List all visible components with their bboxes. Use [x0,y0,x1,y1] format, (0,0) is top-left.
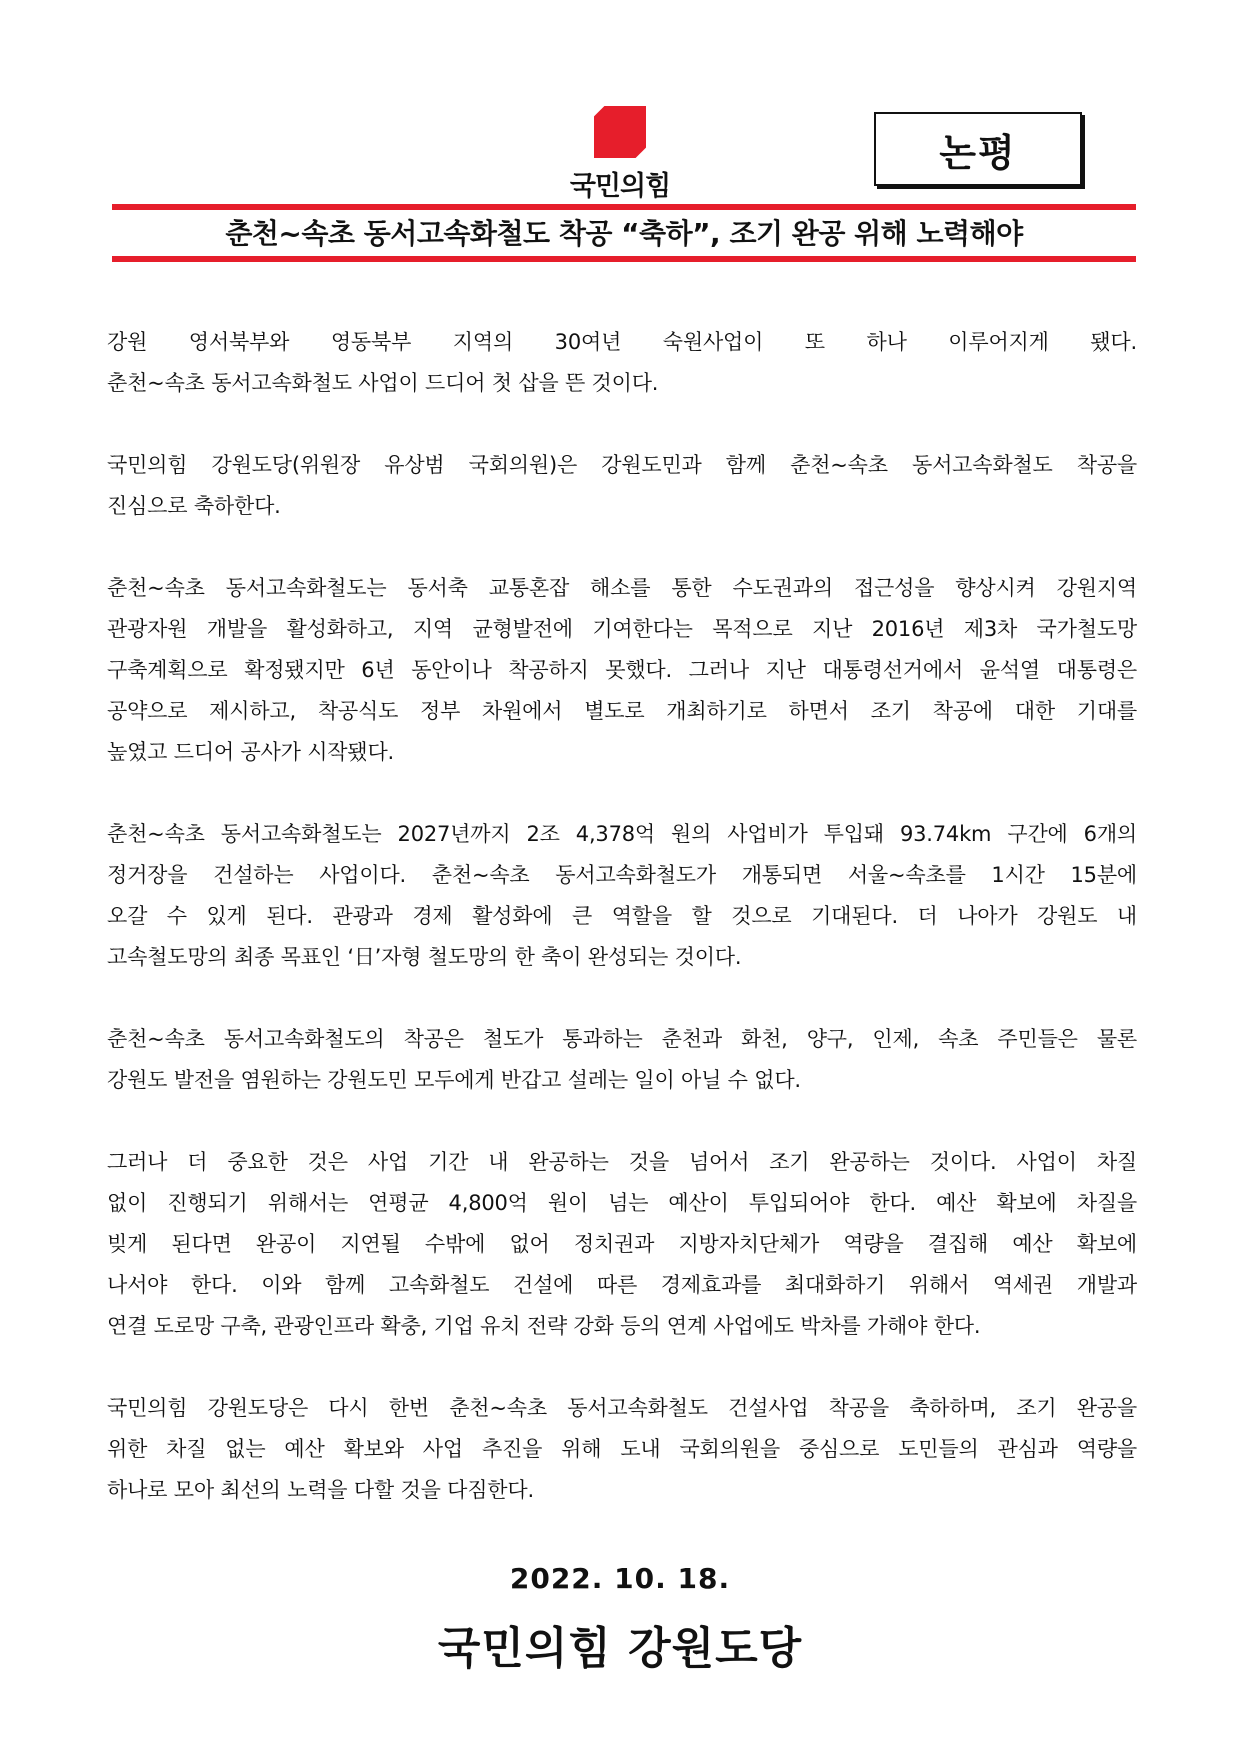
text-line: 춘천~속초 동서고속화철도는 2027년까지 2조 4,378억 원의 사업비가 투입돼 93.74km 구간에 6개의 [107,822,1137,846]
headline: 춘천~속초 동서고속화철도 착공 “축하”, 조기 완공 위해 노력해야 [225,217,1023,250]
text-line: 고속철도망의 최종 목표인 ‘日’자형 철도망의 한 축이 완성되는 것이다. [107,945,742,969]
text-line: 강원 영서북부와 영동북부 지역의 30여년 숙원사업이 또 하나 이루어지게 됐다. [107,330,1137,354]
party-logo [560,106,680,206]
party-logo-mark-icon [594,106,646,158]
text-line: 국민의힘 강원도당(위원장 유상범 국회의원)은 강원도민과 함께 춘천~속초 동서고속화철도 착공을 [107,453,1137,477]
text-line: 오갈 수 있게 된다. 관광과 경제 활성화에 큰 역할을 할 것으로 기대된다. 더 나아가 강원도 내 [107,904,1137,928]
headline-top-rule [112,204,1136,210]
text-line: 국민의힘 강원도당은 다시 한번 춘천~속초 동서고속화철도 건설사업 착공을 축하하며, 조기 완공을 [107,1396,1137,1420]
statement-body [107,322,1137,1552]
commentary-badge: 논평 [874,112,1082,186]
party-logo-text: 국민의힘 [569,171,671,202]
text-line: 정거장을 건설하는 사업이다. 춘천~속초 동서고속화철도가 개통되면 서울~속초를 1시간 15분에 [107,863,1137,887]
text-line: 높였고 드디어 공사가 시작됐다. [107,740,395,764]
paragraph [107,1142,1137,1347]
text-line: 공약으로 제시하고, 착공식도 정부 차원에서 별도로 개최하기로 하면서 조기 착공에 대한 기대를 [107,699,1137,723]
text-line: 춘천~속초 동서고속화철도 사업이 드디어 첫 삽을 뜬 것이다. [107,371,659,395]
headline-bottom-rule [112,256,1136,262]
text-line: 춘천~속초 동서고속화철도의 착공은 철도가 통과하는 춘천과 화천, 양구, 인제, 속초 주민들은 물론 [107,1027,1137,1051]
text-line: 진심으로 축하한다. [107,494,281,518]
paragraph [107,568,1137,773]
text-line: 없이 진행되기 위해서는 연평균 4,800억 원이 넘는 예산이 투입되어야 한다. 예산 확보에 차질을 [107,1191,1138,1215]
paragraph [107,445,1137,527]
text-line: 빚게 된다면 완공이 지연될 수밖에 없어 정치권과 지방자치단체가 역량을 결집해 예산 확보에 [107,1232,1137,1256]
signature: 국민의힘 강원도당 [437,1623,803,1674]
text-line: 나서야 한다. 이와 함께 고속화철도 건설에 따른 경제효과를 최대화하기 위해서 역세권 개발과 [107,1273,1137,1297]
text-line: 관광자원 개발을 활성화하고, 지역 균형발전에 기여한다는 목적으로 지난 2016년 제3차 국가철도망 [107,617,1137,641]
paragraph [107,814,1137,978]
text-line: 위한 차질 없는 예산 확보와 사업 추진을 위해 도내 국회의원을 중심으로 도민들의 관심과 역량을 [107,1437,1137,1461]
text-line: 강원도 발전을 염원하는 강원도민 모두에게 반갑고 설레는 일이 아닐 수 없다. [107,1068,801,1092]
statement-date: 2022. 10. 18. [509,1562,731,1595]
text-line: 그러나 더 중요한 것은 사업 기간 내 완공하는 것을 넘어서 조기 완공하는 것이다. 사업이 차질 [107,1150,1137,1174]
paragraph [107,1019,1137,1101]
text-line: 구축계획으로 확정됐지만 6년 동안이나 착공하지 못했다. 그러나 지난 대통령선거에서 윤석열 대통령은 [107,658,1137,682]
text-line: 연결 도로망 구축, 관광인프라 확충, 기업 유치 전략 강화 등의 연계 사업에도 박차를 가해야 한다. [107,1314,981,1338]
paragraph [107,322,1137,404]
text-line: 하나로 모아 최선의 노력을 다할 것을 다짐한다. [107,1478,534,1502]
paragraph [107,1388,1137,1511]
text-line: 춘천~속초 동서고속화철도는 동서축 교통혼잡 해소를 통한 수도권과의 접근성을 향상시켜 강원지역 [107,576,1137,600]
